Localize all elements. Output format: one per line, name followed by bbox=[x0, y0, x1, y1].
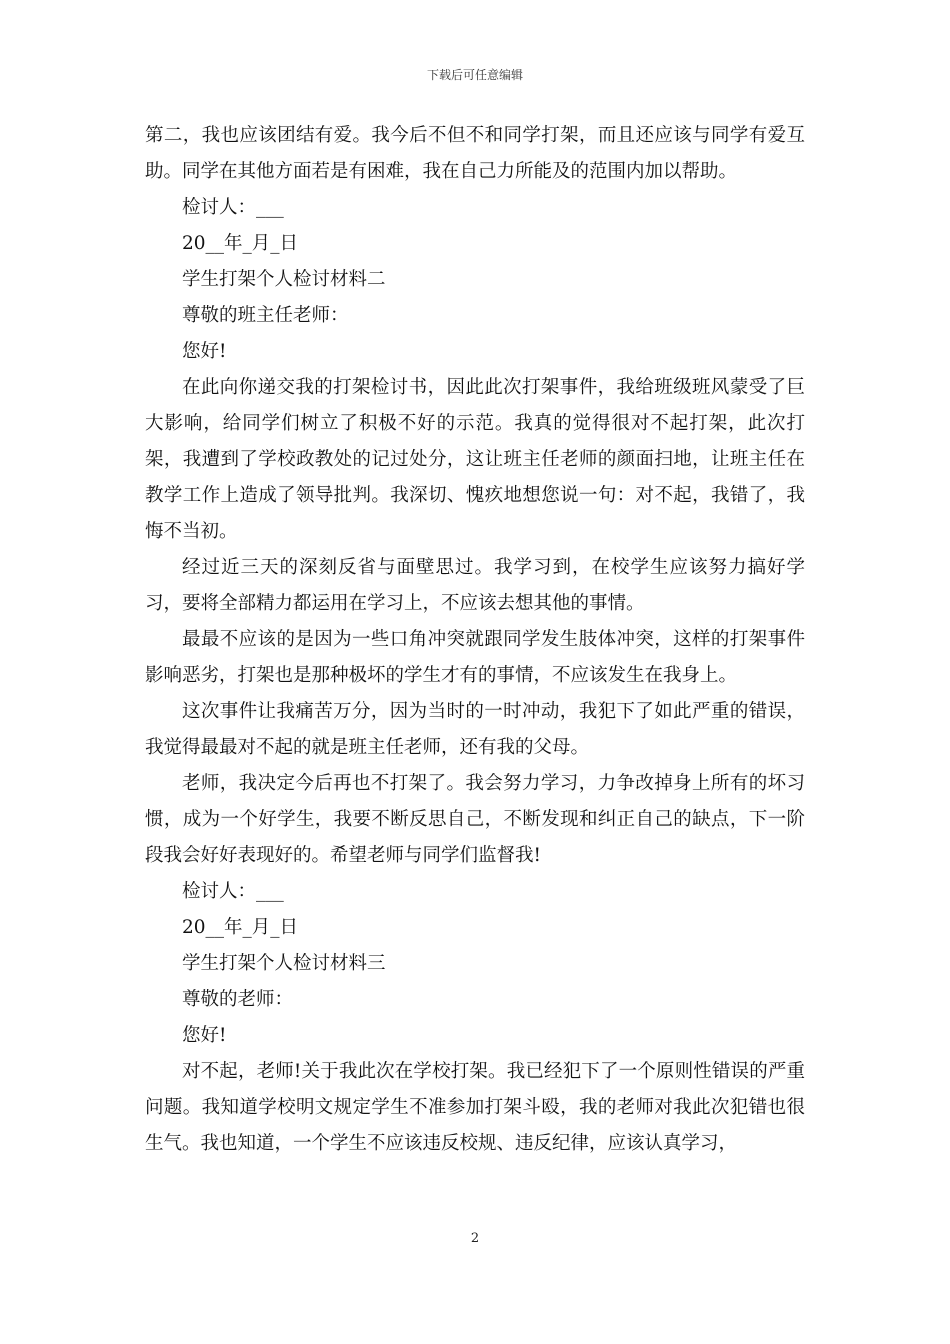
paragraph: 在此向你递交我的打架检讨书，因此此次打架事件，我给班级班风蒙受了巨大影响，给同学们树立了积极不好的示范。我真的觉得很对不起打架，此次打架，我遭到了学校政教处的记过处分，这让班主任老师的颜面扫地，让班主任在教学工作上造成了领导批判。我深切、愧疚地想您说一句：对不起，我错了，我悔不当初。 bbox=[145, 377, 805, 542]
greeting: 您好! bbox=[182, 341, 227, 362]
paragraph: 对不起，老师!关于我此次在学校打架。我已经犯下了一个原则性错误的严重问题。我知道学校明文规定学生不准参加打架斗殴，我的老师对我此次犯错也很生气。我也知道，一个学生不应该违反校规、违反纪律，应该认真学习， bbox=[145, 1061, 805, 1154]
section-title-two: 学生打架个人检讨材料二 bbox=[182, 269, 386, 290]
paragraph: 老师，我决定今后再也不打架了。我会努力学习，力争改掉身上所有的坏习惯，成为一个好学生，我要不断反思自己，不断发现和纠正自己的缺点，下一阶段我会好好表现好的。希望老师与同学们监督我! bbox=[145, 773, 805, 866]
date-line: 20__年_月_日 bbox=[182, 233, 299, 254]
date-line: 20__年_月_日 bbox=[182, 917, 299, 938]
signature-line: 检讨人：___ bbox=[182, 197, 284, 218]
signature-line: 检讨人：___ bbox=[182, 881, 284, 902]
paragraph: 经过近三天的深刻反省与面壁思过。我学习到，在校学生应该努力搞好学习，要将全部精力都运用在学习上，不应该去想其他的事情。 bbox=[145, 557, 805, 614]
paragraph-second-point: 第二，我也应该团结有爱。我今后不但不和同学打架，而且还应该与同学有爱互助。同学在其他方面若是有困难，我在自己力所能及的范围内加以帮助。 bbox=[145, 125, 805, 182]
salutation: 尊敬的班主任老师： bbox=[182, 305, 349, 326]
paragraph: 最最不应该的是因为一些口角冲突就跟同学发生肢体冲突，这样的打架事件影响恶劣，打架也是那种极坏的学生才有的事情，不应该发生在我身上。 bbox=[145, 629, 805, 686]
page-header-note: 下载后可任意编辑 bbox=[426, 68, 523, 82]
page-number: 2 bbox=[470, 1231, 480, 1246]
greeting: 您好! bbox=[182, 1025, 227, 1046]
paragraph: 这次事件让我痛苦万分，因为当时的一时冲动，我犯下了如此严重的错误，我觉得最最对不起的就是班主任老师，还有我的父母。 bbox=[145, 701, 805, 758]
document-body bbox=[145, 118, 805, 1162]
section-title-three: 学生打架个人检讨材料三 bbox=[182, 953, 386, 974]
salutation: 尊敬的老师： bbox=[182, 989, 294, 1010]
